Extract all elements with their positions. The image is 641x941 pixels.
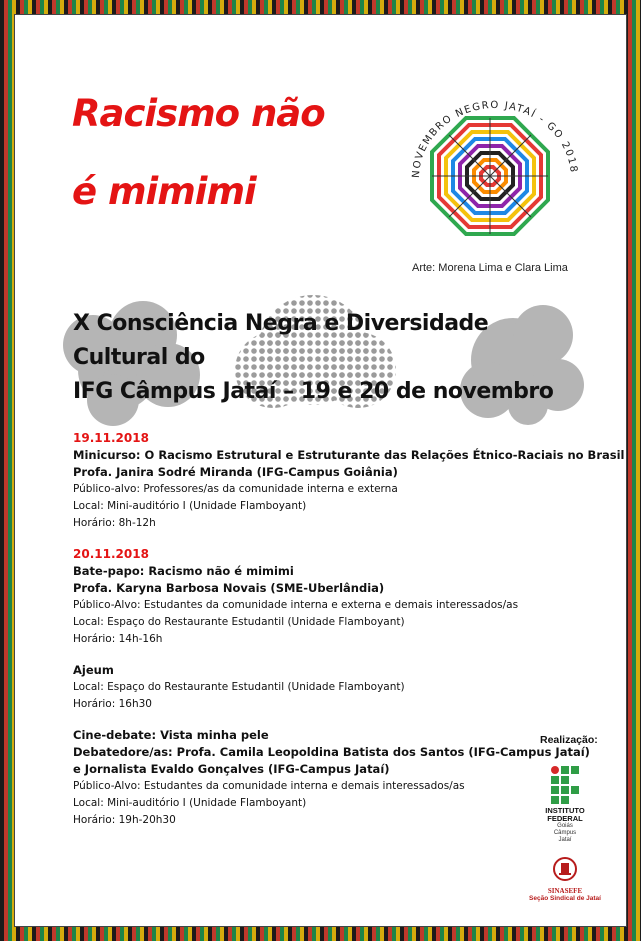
ifg-name-line-2: FEDERAL — [547, 814, 583, 823]
day1-speaker: Profa. Janira Sodré Miranda (IFG-Campus Goiânia) — [73, 465, 398, 479]
ifg-state: Goiás — [557, 823, 573, 829]
ifg-name-line-1: INSTITUTO — [545, 806, 585, 815]
headline-line-2: é mimimi — [72, 170, 256, 213]
meal-location: Local: Espaço do Restaurante Estudantil (Unidade Flamboyant) — [73, 681, 405, 693]
sinasefe-emblem-icon — [552, 856, 578, 882]
art-credit: Arte: Morena Lima e Clara Lima — [412, 262, 568, 274]
event-title-line-1: X Consciência Negra e Diversidade Cultural do — [73, 311, 489, 370]
ifg-campus-line-2: Jataí — [558, 837, 572, 843]
art-ring-text: NOVEMBRO NEGRO JATAÍ - GO 2018 — [410, 99, 579, 179]
meal-activity: Ajeum — [73, 663, 114, 677]
cine-audience: Público-Alvo: Estudantes da comunidade interna e demais interessados/as — [73, 780, 465, 792]
ifg-logo — [540, 766, 590, 844]
novembro-negro-octagon-art — [395, 86, 585, 256]
octagon-spokes — [432, 118, 548, 234]
cine-debaters-line-1: Debatedore/as: Profa. Camila Leopoldina Batista dos Santos (IFG-Campus Jataí) — [73, 745, 590, 759]
day2-date: 20.11.2018 — [73, 547, 149, 561]
cine-location: Local: Mini-auditório I (Unidade Flamboyant) — [73, 797, 307, 809]
union-section: Seção Sindical de Jataí — [529, 895, 601, 902]
day1-location: Local: Mini-auditório I (Unidade Flamboyant) — [73, 500, 307, 512]
meal-time: Horário: 16h30 — [73, 698, 152, 710]
chat-time: Horário: 14h-16h — [73, 633, 163, 645]
day1-time: Horário: 8h-12h — [73, 517, 156, 529]
chat-location: Local: Espaço do Restaurante Estudantil (Unidade Flamboyant) — [73, 616, 405, 628]
chat-speaker: Profa. Karyna Barbosa Novais (SME-Uberlândia) — [73, 581, 385, 595]
cine-time: Horário: 19h-20h30 — [73, 814, 176, 826]
day1-date: 19.11.2018 — [73, 431, 149, 445]
union-name: SINASEFE — [547, 887, 583, 895]
sinasefe-logo — [529, 856, 601, 902]
ifg-campus-line-1: Câmpus — [553, 830, 577, 836]
event-title — [73, 307, 573, 409]
ifg-mark-icon — [551, 766, 579, 804]
chat-activity: Bate-papo: Racismo não é mimimi — [73, 564, 294, 578]
realizacao-label: Realização: — [540, 734, 598, 746]
headline-line-1: Racismo não — [72, 92, 325, 135]
cine-debaters-line-2: e Jornalista Evaldo Gonçalves (IFG-Campus Jataí) — [73, 762, 390, 776]
cine-activity: Cine-debate: Vista minha pele — [73, 728, 269, 742]
chat-audience: Público-Alvo: Estudantes da comunidade interna e externa e demais interessados/as — [73, 599, 519, 611]
day1-activity: Minicurso: O Racismo Estrutural e Estruturante das Relações Étnico-Raciais no Brasil — [73, 448, 625, 462]
day1-audience: Público-alvo: Professores/as da comunidade interna e externa — [73, 483, 398, 495]
event-title-line-2: IFG Câmpus Jataí – 19 e 20 de novembro — [73, 379, 554, 404]
